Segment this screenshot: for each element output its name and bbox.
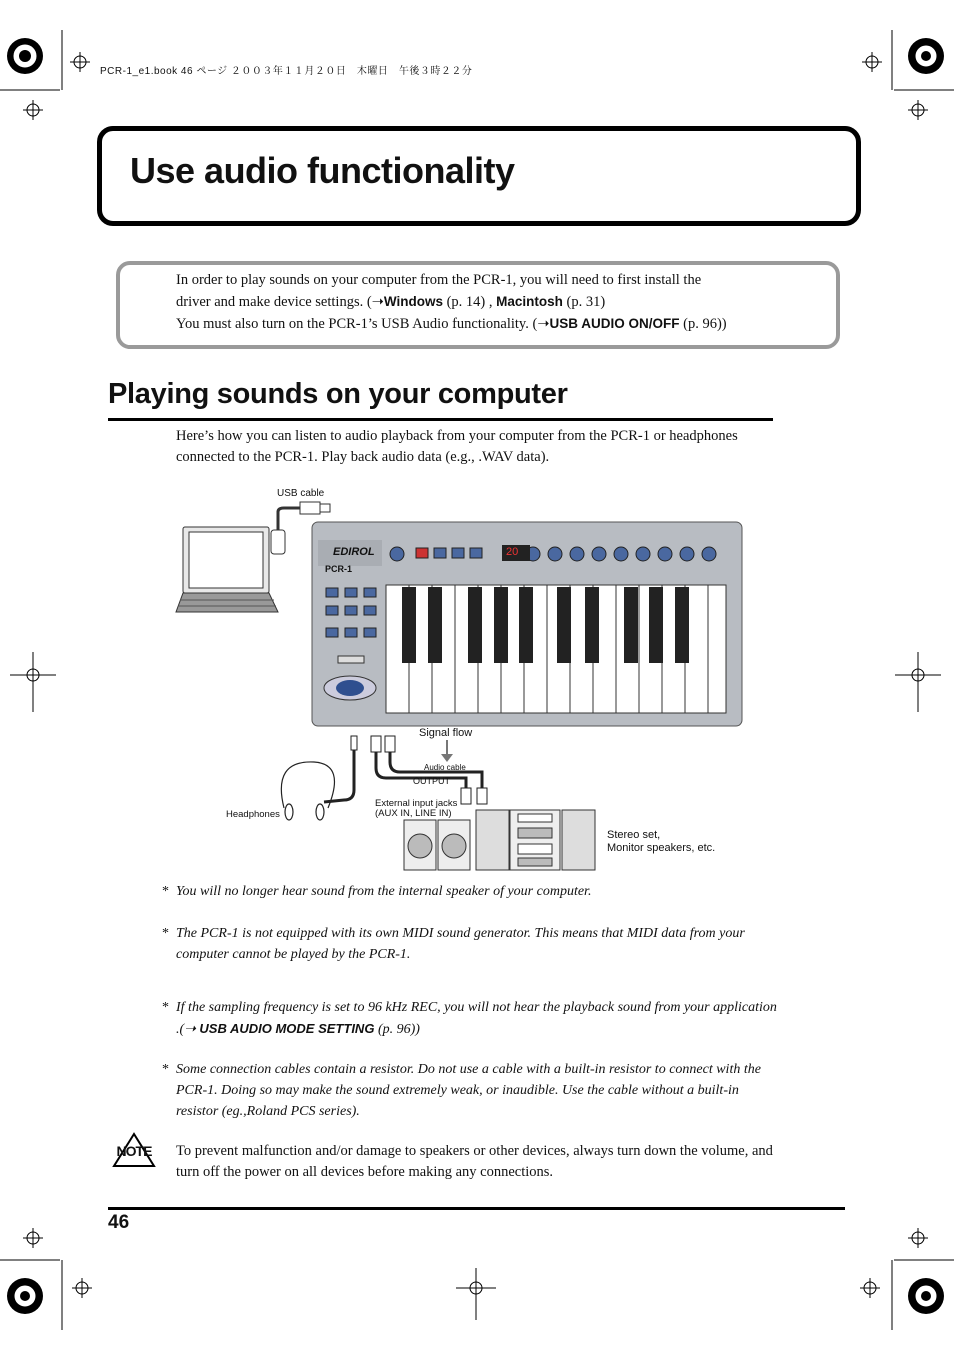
intro-text [176,270,816,335]
label-headphones: Headphones [226,809,280,820]
print-header: PCR-1_e1.book 46 ページ ２００３年１１月２０日 木曜日 午後３時２２分 [100,66,473,77]
arrow-icon: ➝ [184,1022,196,1037]
label-usb-cable: USB cable [277,488,325,499]
model-label: PCR-1 [325,564,353,574]
registration-mark-bottom-center [456,1268,496,1320]
link-usb-audio-mode-setting[interactable]: USB AUDIO MODE SETTING [199,1021,375,1036]
intro-line-1: In order to play sounds on your computer from the PCR-1, you will need to first install the [176,272,702,288]
intro-line-3: You must also turn on the PCR-1’s USB Audio functionality. (➝USB AUDIO ON/OFF (p. 96)) [176,316,727,332]
label-output: OUTPUT [413,776,450,786]
link-windows[interactable]: Windows [383,294,443,309]
headphones-illustration [281,762,334,820]
note-item: * Some connection cables contain a resistor. Do not use a cable with a built-in resistor to connect with the PCR-1. Doing so may make the sound extremely weak, or inaudible. Use the cable without a built-in resistor (eg.,Roland PCS series). [162,1062,761,1119]
brand-logo: EDIROL [333,546,375,558]
led-display-value: 20 [506,546,519,558]
stereo-set [476,810,595,870]
link-macintosh[interactable]: Macintosh [496,294,563,309]
section-paragraph: Here’s how you can listen to audio playback from your computer from the PCR-1 or headphones connected to the PCR-1. Play back audio data (e.g., .WAV data). [176,428,738,465]
note-icon-label: NOTE [116,1143,152,1159]
registration-mark-bottom-right [860,1228,954,1330]
link-usb-audio-on-off[interactable]: USB AUDIO ON/OFF [549,316,680,331]
label-stereo-set: Stereo set, Monitor speakers, etc. [607,829,716,854]
monitor-speakers [404,820,470,870]
footer-rule [108,1207,845,1210]
pcr1-keyboard [312,522,742,726]
registration-mark-top-left [0,30,90,120]
audio-cables [324,750,482,802]
section-rule [108,418,773,421]
registration-mark-bottom-left [0,1228,92,1330]
registration-mark-top-right [862,30,954,120]
note-item: * The PCR-1 is not equipped with its own MIDI sound generator. This means that MIDI data from your computer cannot be played by the PCR-1. [162,926,745,962]
label-audio-cable: Audio cable [424,763,466,772]
function-buttons [326,588,376,637]
label-external-input-jacks: External input jacks (AUX IN, LINE IN) [375,798,458,819]
warning-text: To prevent malfunction and/or damage to speakers or other devices, always turn down the volume, and turn off the power on all devices before making any connections. [176,1143,773,1180]
arrow-icon: ➝ [537,316,550,332]
intro-line-2: driver and make device settings. (➝Windows (p. 14) , Macintosh (p. 31) [176,294,606,310]
cable-plugs [351,736,487,804]
registration-mark-mid-left [10,652,56,712]
note-item: * You will no longer hear sound from the internal speaker of your computer. [162,884,592,899]
page-title: Use audio functionality [130,150,515,191]
arrow-icon: ➝ [371,294,384,310]
note-item: * If the sampling frequency is set to 96 kHz REC, you will not hear the playback sound from your application .(➝ USB AUDIO MODE SETTING (p. 96)) [162,1000,777,1037]
label-signal-flow: Signal flow [419,727,473,739]
section-title: Playing sounds on your computer [108,378,568,410]
registration-mark-mid-right [895,652,941,712]
laptop-illustration [176,527,278,612]
page-number: 46 [108,1212,130,1233]
